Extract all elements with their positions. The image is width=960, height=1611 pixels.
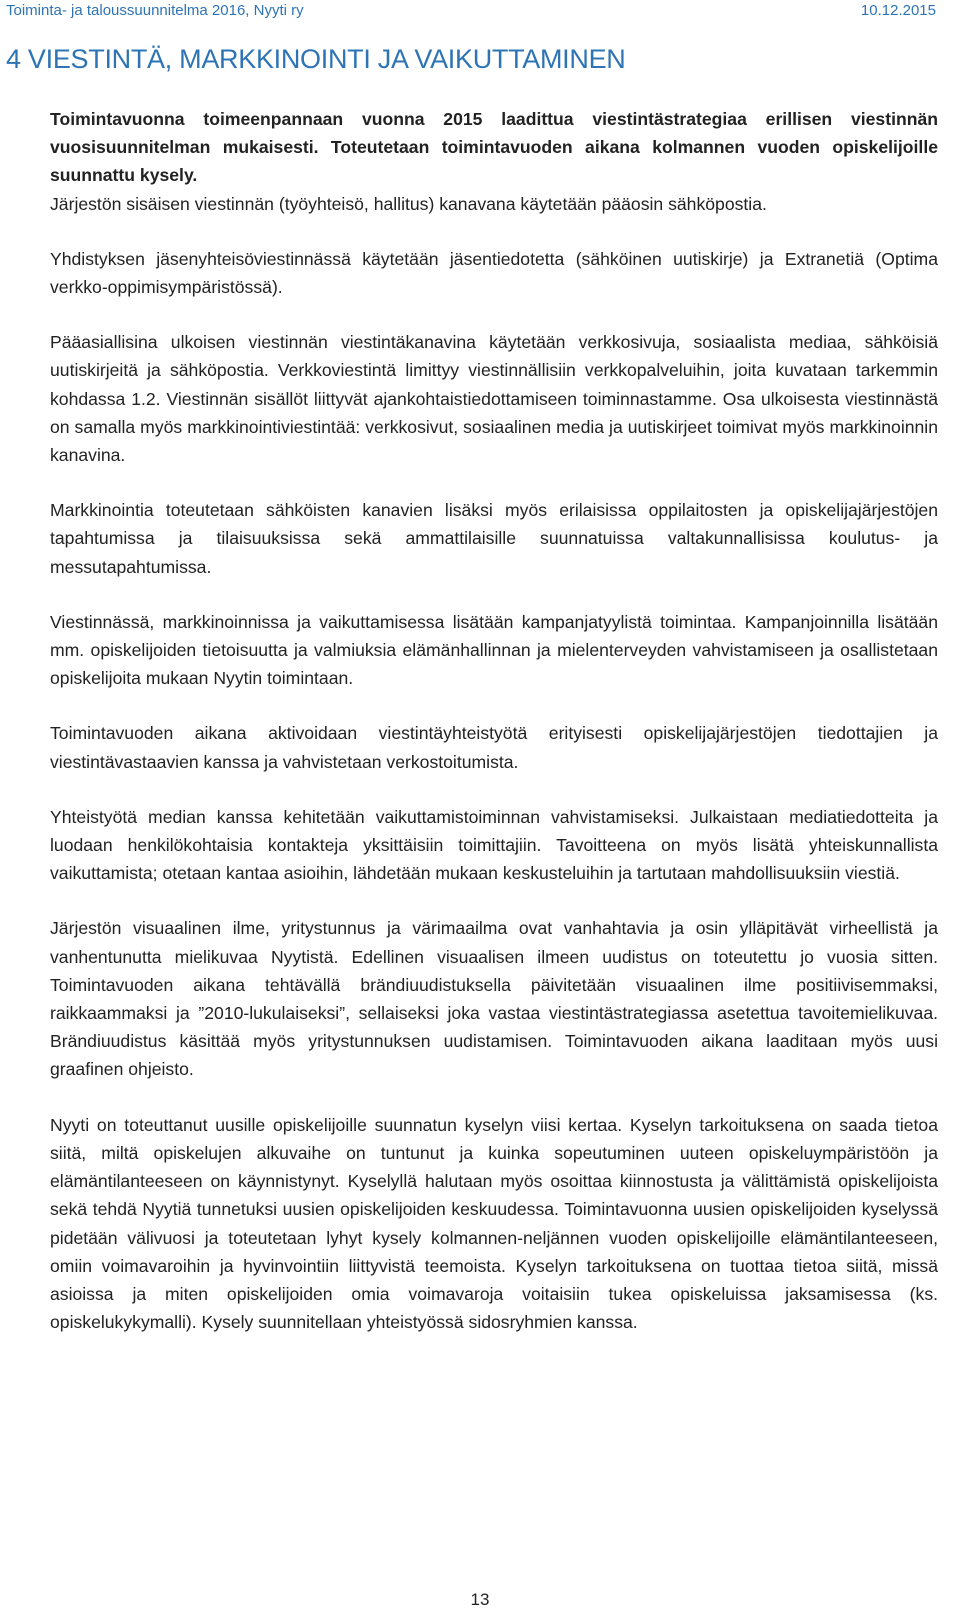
document-body: [50, 105, 938, 1363]
paragraph: Järjestön sisäisen viestinnän (työyhteisö, hallitus) kanavana käytetään pääosin sähköpostia.: [50, 193, 767, 214]
paragraph: Järjestön visuaalinen ilme, yritystunnus ja värimaailma ovat vanhahtavia ja osin ylläpitävät virheellistä ja vanhentunutta mielikuvaa Nyytistä. Edellinen visuaalisen ilmeen uudistus on toteutettu jo vuosia sitten. Toimintavuoden aikana tehtävällä brändiuudistuksella päivitetään visuaalinen ilme positiivisemmaksi, raikkaammaksi ja ”2010-lukulaiseksi”, sellaiseksi joka vastaa viestintästrategiassa asetettua tavoitemielikuvaa. Brändiuudistus käsittää myös yritystunnuksen uudistamisen. Toimintavuoden aikana laaditaan myös uusi graafinen ohjeisto.: [50, 918, 938, 1080]
paragraph: Pääasiallisina ulkoisen viestinnän viestintäkanavina käytetään verkkosivuja, sosiaalista mediaa, sähköisiä uutiskirjeitä ja sähköpostia. Verkkoviestintä limittyy viestinnällisiin verkkopalveluihin, joita kuvataan tarkemmin kohdassa 1.2. Viestinnän sisällöt liittyvät ajankohtaistiedottamiseen toiminnastamme. Osa ulkoisesta viestinnästä on samalla myös markkinointiviestintää: verkkosivut, sosiaalinen media ja uutiskirjeet toimivat myös markkinoinnin kanavina.: [50, 332, 938, 466]
paragraph: Toimintavuoden aikana aktivoidaan viestintäyhteistyötä erityisesti opiskelijajärjestöjen tiedottajien ja viestintävastaavien kanssa ja vahvistetaan verkostoitumista.: [50, 723, 938, 772]
page-header: [0, 0, 960, 22]
paragraph: Nyyti on toteuttanut uusille opiskelijoille suunnatun kyselyn viisi kertaa. Kyselyn tarkoituksena on saada tietoa siitä, miltä opiskelujen alkuvaihe on tuntunut ja kuinka sopeutuminen uuteen opiskeluympäristöön ja elämäntilanteeseen on käynnistynyt. Kyselyllä halutaan myös osoittaa kiinnostusta ja välittämistä opiskelijoista sekä tehdä Nyytiä tunnetuksi uusien opiskelijoiden keskuudessa. Toimintavuonna uusien opiskelijoiden kyselyssä pidetään välivuosi ja toteutetaan lyhyt kysely kolmannen-neljännen vuoden opiskelijoille elämäntilanteeseen, omiin voimavaroihin ja hyvinvointiin liittyvistä teemoista. Kyselyn tarkoituksena on tuottaa tietoa siitä, missä asioissa ja miten opiskelijoiden omia voimavaroja voitaisiin tukea opiskeluissa jaksamisessa (ks. opiskelukykymalli). Kysely suunnitellaan yhteistyössä sidosryhmien kanssa.: [50, 1114, 938, 1333]
paragraph: Yhdistyksen jäsenyhteisöviestinnässä käytetään jäsentiedotetta (sähköinen uutiskirje) ja Extranetiä (Optima verkko-oppimisympäristössä).: [50, 248, 938, 298]
paragraph: Yhteistyötä median kanssa kehitetään vaikuttamistoiminnan vahvistamiseksi. Julkaistaan mediatiedotteita ja luodaan henkilökohtaisia kontakteja yksittäisiin toimittajiin. Tavoitteena on myös lisätä yhteiskunnallista vaikuttamista; otetaan kantaa asioihin, lähdetään mukaan keskusteluihin ja tartutaan mahdollisuuksiin viestiä.: [50, 806, 938, 884]
header-document-title: Toiminta- ja taloussuunnitelma 2016, Nyyti ry: [6, 2, 304, 19]
section-heading: 4 VIESTINTÄ, MARKKINOINTI JA VAIKUTTAMINEN: [6, 44, 626, 74]
paragraph: Viestinnässä, markkinoinnissa ja vaikuttamisessa lisätään kampanjatyylistä toimintaa. Kampanjoinnilla lisätään mm. opiskelijoiden tietoisuutta ja valmiuksia elämänhallinnan ja mielenterveyden vahvistamiseen ja osallistetaan opiskelijoita mukaan Nyytin toimintaan.: [50, 611, 938, 689]
paragraph: Markkinointia toteutetaan sähköisten kanavien lisäksi myös erilaisissa oppilaitosten ja opiskelijajärjestöjen tapahtumissa ja tilaisuuksissa sekä ammattilaisille suunnatuissa valtakunnallisissa koulutus- ja messutapahtumissa.: [50, 500, 938, 577]
intro-paragraph: Toimintavuonna toimeenpannaan vuonna 2015 laadittua viestintästrategiaa erillisen viestinnän vuosisuunnitelman mukaisesti. Toteutetaan toimintavuoden aikana kolmannen vuoden opiskelijoille suunnattu kysely.: [50, 109, 938, 186]
page-number: 13: [470, 1590, 490, 1609]
header-date: 10.12.2015: [860, 2, 936, 19]
